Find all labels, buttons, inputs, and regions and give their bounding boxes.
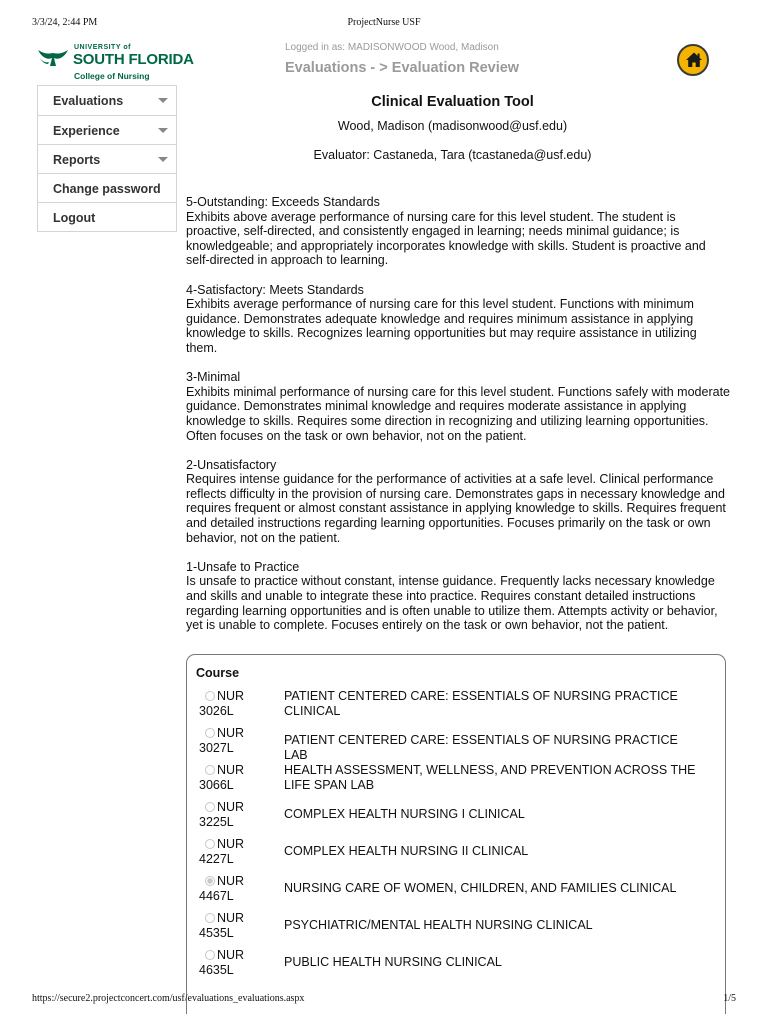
course-option[interactable] [187,726,727,763]
rubric-description: Is unsafe to practice without constant, intense guidance. Frequently lacks necessary knowledge and skills and unable to integrate these into practice. Requires constant detailed instructions regarding learning opportunities and is often unable to utilize them. Attempts activity or behavior, yet is unable to complete. Focuses entirely on the task or own behavior, not the patient. [186,574,718,633]
course-heading: Course [196,666,240,680]
course-radio[interactable] [205,802,215,812]
course-code-prefix: NUR [217,763,245,777]
course-code-number: 4467L [199,888,234,903]
rubric-heading: 5-Outstanding: Exceeds Standards [186,195,380,209]
course-radio[interactable] [205,950,215,960]
sidebar-item-experience[interactable] [37,115,177,145]
sidebar-item-label: Logout [53,211,96,225]
chevron-down-icon [158,157,168,162]
page-title: Clinical Evaluation Tool [371,94,534,110]
rubric-heading: 3-Minimal [186,370,241,385]
course-radio-selected[interactable] [205,876,215,886]
course-radio[interactable] [205,839,215,849]
course-code-number: 3225L [199,814,234,829]
print-page-number: 1/5 [723,993,736,1004]
sidebar-item-change-password[interactable] [37,173,177,203]
course-code-prefix: NUR [217,911,245,925]
course-code-prefix: NUR [217,948,245,962]
rubric-description: Exhibits minimal performance of nursing care for this level student. Functions safely with moderate guidance. Demonstrates minimal knowledge and requires moderate assistance in applying knowledge to skills. Requires some direction in recognizing and utilizing learning opportunities. Often focuses on the task or own behavior, not on the patient. [186,384,730,443]
rubric-heading: 4-Satisfactory: Meets Standards [186,282,364,297]
print-header [0,17,768,31]
course-code-number: 4535L [199,925,234,940]
course-name: COMPLEX HEALTH NURSING II CLINICAL [284,844,529,858]
sidebar-item-label: Evaluations [53,94,124,108]
sidebar-item-label: Experience [53,124,120,138]
course-name: PATIENT CENTERED CARE: ESSENTIALS OF NURSING PRACTICE CLINICAL [284,689,678,718]
print-footer [0,993,768,1007]
brand-college: College of Nursing [74,71,150,81]
course-name: PUBLIC HEALTH NURSING CLINICAL [284,955,502,969]
rubric-level [186,370,731,443]
course-radio[interactable] [205,728,215,738]
course-option[interactable] [187,800,727,837]
print-datetime: 3/3/24, 2:44 PM [32,17,98,28]
course-radio[interactable] [205,765,215,775]
course-code-prefix: NUR [217,874,245,888]
course-code-number: 3026L [199,703,234,718]
brand-name: SOUTH FLORIDA [73,51,194,68]
home-button[interactable] [677,44,709,76]
course-code-number: 3066L [199,777,234,792]
course-option[interactable] [187,763,727,800]
rubric-level [186,560,731,633]
course-code-prefix: NUR [217,689,245,703]
course-name: COMPLEX HEALTH NURSING I CLINICAL [284,807,525,821]
rubric-level [186,458,731,546]
student-info: Wood, Madison (madisonwood@usf.edu) [337,119,568,133]
course-name: NURSING CARE OF WOMEN, CHILDREN, AND FAMILIES CLINICAL [284,881,677,895]
sidebar-nav [37,86,177,232]
course-name: PATIENT CENTERED CARE: ESSENTIALS OF NURSING PRACTICE LAB [284,733,678,762]
course-name: PSYCHIATRIC/MENTAL HEALTH NURSING CLINICAL [284,918,593,932]
course-code-prefix: NUR [217,726,245,740]
course-radio[interactable] [205,691,215,701]
rubric-level [186,195,731,268]
rating-rubric [186,195,731,647]
course-code-number: 3027L [199,740,234,755]
home-icon [685,51,703,69]
print-url: https://secure2.projectconcert.com/usf/evaluations_evaluations.aspx [32,993,305,1004]
chevron-down-icon [158,128,168,133]
print-page-title: ProjectNurse USF [347,17,421,28]
bull-horns-icon [36,46,70,70]
logged-in-status: Logged in as: MADISONWOOD Wood, Madison [285,42,499,53]
course-option[interactable] [187,837,727,874]
course-option[interactable] [187,911,727,948]
rubric-description: Exhibits above average performance of nursing care for this level student. The student is proactive, self-directed, and consistently engaged in learning; needs minimal guidance; is knowledgeable; and appropriately incorporates knowledge with skills. Student is proactive and self-directed in approach to learning. [186,209,706,268]
usf-logo[interactable] [36,44,194,84]
rubric-level [186,283,731,356]
course-radio[interactable] [205,913,215,923]
sidebar-item-evaluations[interactable] [37,85,177,116]
course-code-number: 4635L [199,962,234,977]
sidebar-item-label: Change password [53,182,161,196]
rubric-heading: 1-Unsafe to Practice [186,559,300,574]
course-option[interactable] [187,874,727,911]
course-selection-panel [186,654,726,1014]
breadcrumb: Evaluations - > Evaluation Review [285,60,520,76]
sidebar-item-reports[interactable] [37,144,177,174]
course-code-number: 4227L [199,851,234,866]
rubric-heading: 2-Unsatisfactory [186,457,277,472]
course-code-prefix: NUR [217,800,245,814]
course-name: HEALTH ASSESSMENT, WELLNESS, AND PREVENTION ACROSS THE LIFE SPAN LAB [284,763,696,792]
course-code-prefix: NUR [217,837,245,851]
rubric-description: Requires intense guidance for the performance of activities at a safe level. Clinical performance reflects difficulty in the provision of nursing care. Demonstrates gaps in necessary knowledge and requires frequent or almost constant assistance in applying knowledge to skills. Requires frequent and detailed instructions regarding learning opportunities. Focuses primarily on the task or own behavior, not on the patient. [186,472,726,545]
evaluator-info: Evaluator: Castaneda, Tara (tcastaneda@usf.edu) [313,148,592,162]
course-option[interactable] [187,948,727,985]
brand-university: UNIVERSITY of [74,44,131,51]
sidebar-item-logout[interactable] [37,202,177,232]
rubric-description: Exhibits average performance of nursing care for this level student. Functions with minimum guidance. Demonstrates adequate knowledge and requires minimum assistance in applying knowledge to skills. Recognizes learning opportunities but may require assistance in utilizing them. [186,297,697,355]
course-option[interactable] [187,689,727,726]
sidebar-item-label: Reports [53,153,101,167]
chevron-down-icon [158,98,168,103]
